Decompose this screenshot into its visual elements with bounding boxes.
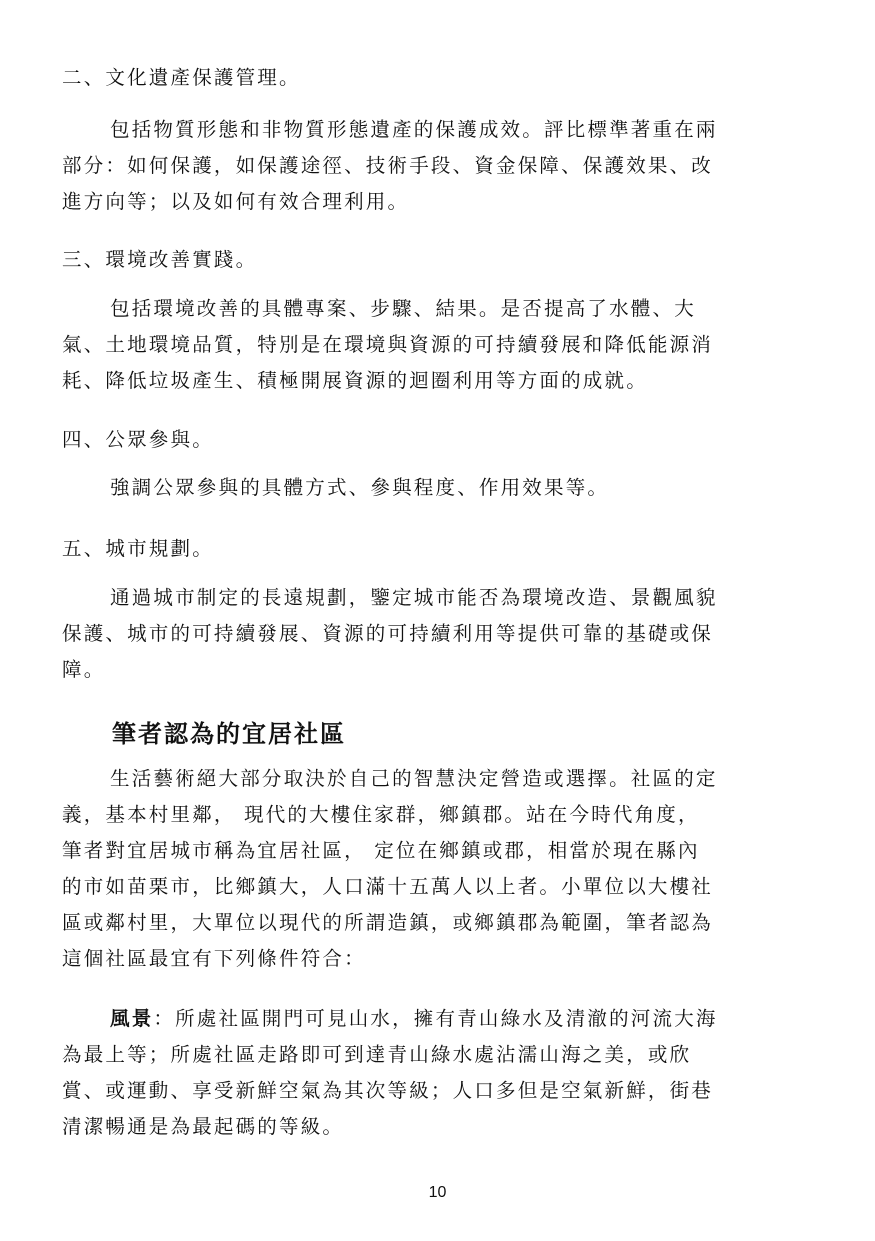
paragraph-line: 包括環境改善的具體專案、步驟、結果。是否提高了水體、大 — [110, 297, 696, 320]
paragraph-environment — [62, 291, 812, 399]
paragraph-scenery — [62, 1001, 812, 1145]
paragraph-cultural-heritage — [62, 112, 812, 220]
paragraph-line: 保護、城市的可持續發展、資源的可持續利用等提供可靠的基礎或保 — [62, 622, 714, 645]
paragraph-line: 氣、土地環境品質，特別是在環境與資源的可持續發展和降低能源消 — [62, 333, 714, 356]
paragraph-line: 義，基本村里鄰， 現代的大樓住家群，鄉鎮郡。站在今時代角度， — [62, 803, 700, 826]
section-title: 筆者認為的宜居社區 — [112, 719, 346, 748]
paragraph-line: 耗、降低垃圾產生、積極開展資源的迴圈利用等方面的成就。 — [62, 369, 648, 392]
paragraph-line: 進方向等；以及如何有效合理利用。 — [62, 190, 410, 213]
scenery-term: 風景 — [110, 1007, 154, 1030]
heading-public-participation: 四、公眾參與。 — [62, 428, 214, 451]
paragraph-line: 障。 — [62, 658, 106, 681]
paragraph-line: 的市如苗栗市，比鄉鎮大，人口滿十五萬人以上者。小單位以大樓社 — [62, 875, 714, 898]
heading-cultural-heritage: 二、文化遺產保護管理。 — [62, 66, 301, 89]
paragraph-line: 清潔暢通是為最起碼的等級。 — [62, 1115, 345, 1138]
paragraph-intro — [62, 761, 812, 977]
scenery-first-line: ：所處社區開門可見山水，擁有青山綠水及清澈的河流大海 — [153, 1007, 718, 1030]
paragraph-line: 包括物質形態和非物質形態遺產的保護成效。評比標準著重在兩 — [110, 118, 718, 141]
paragraph-line: 這個社區最宜有下列條件符合： — [62, 947, 366, 970]
paragraph-line: 生活藝術絕大部分取決於自己的智慧決定營造或選擇。社區的定 — [110, 767, 718, 790]
page-number: 10 — [428, 1184, 447, 1201]
paragraph-public-participation — [62, 470, 812, 506]
paragraph-urban-planning — [62, 580, 812, 688]
paragraph-line: 筆者對宜居城市稱為宜居社區， 定位在鄉鎮或郡，相當於現在縣內 — [62, 839, 700, 862]
paragraph-line: 通過城市制定的長遠規劃，鑒定城市能否為環境改造、景觀風貌 — [110, 586, 718, 609]
paragraph-line: 部分：如何保護，如保護途徑、技術手段、資金保障、保護效果、改 — [62, 154, 714, 177]
paragraph-line — [62, 1001, 812, 1037]
heading-environment: 三、環境改善實踐。 — [62, 248, 258, 271]
paragraph-line: 區或鄰村里，大單位以現代的所謂造鎮，或鄉鎮郡為範圍，筆者認為 — [62, 911, 714, 934]
paragraph-line: 賞、或運動、享受新鮮空氣為其次等級；人口多但是空氣新鮮，街巷 — [62, 1079, 714, 1102]
paragraph-line: 為最上等；所處社區走路即可到達青山綠水處沾濡山海之美，或欣 — [62, 1043, 692, 1066]
heading-urban-planning: 五、城市規劃。 — [62, 537, 214, 560]
paragraph-line: 強調公眾參與的具體方式、參與程度、作用效果等。 — [110, 476, 610, 499]
